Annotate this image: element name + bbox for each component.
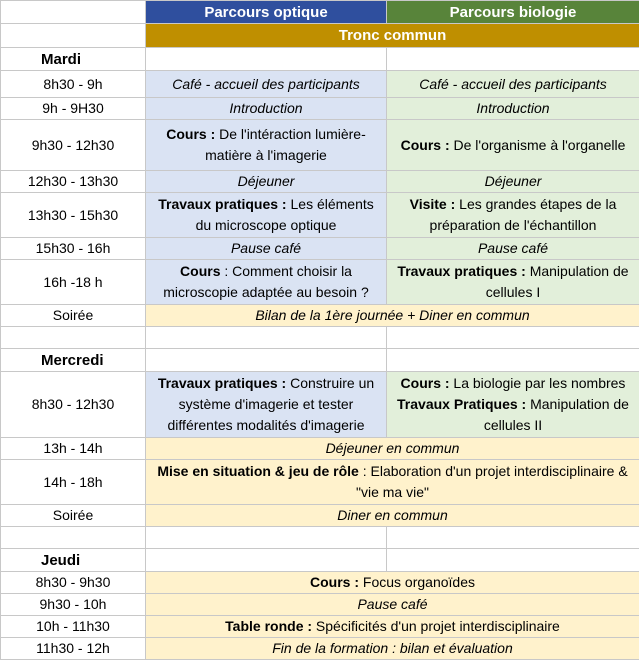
empty-cell bbox=[1, 1, 146, 24]
optique-cell: Pause café bbox=[146, 238, 387, 260]
time-cell: 11h30 - 12h bbox=[1, 638, 146, 660]
optique-cell bbox=[146, 260, 387, 305]
table-row bbox=[1, 438, 639, 460]
table-row bbox=[1, 572, 639, 594]
cell-text: : Elaboration d'un projet interdisciplinaire & "vie ma vie" bbox=[356, 463, 628, 500]
optique-cell: Introduction bbox=[146, 98, 387, 120]
cell-text: : Comment choisir la microscopie adaptée au besoin ? bbox=[163, 263, 369, 300]
bold-label: Travaux pratiques : bbox=[157, 375, 287, 391]
cell-text: De l'intéraction lumière-matière à l'imagerie bbox=[205, 126, 366, 163]
bold-label: Travaux Pratiques : bbox=[397, 396, 527, 412]
day-label-mercredi: Mercredi bbox=[1, 349, 146, 372]
cell-text: Les éléments du microscope optique bbox=[195, 196, 374, 233]
time-cell: 16h -18 h bbox=[1, 260, 146, 305]
common-cell: Diner en commun bbox=[146, 505, 639, 527]
table-row bbox=[1, 71, 639, 98]
optique-cell: Café - accueil des participants bbox=[146, 71, 387, 98]
cell-text: La biologie par les nombres bbox=[449, 375, 626, 391]
biologie-cell: Déjeuner bbox=[387, 171, 639, 193]
time-cell: Soirée bbox=[1, 305, 146, 327]
cell-text: Focus organoïdes bbox=[359, 574, 475, 590]
day-label-jeudi: Jeudi bbox=[1, 549, 146, 572]
time-cell: 9h30 - 10h bbox=[1, 594, 146, 616]
optique-cell bbox=[146, 120, 387, 171]
common-cell bbox=[146, 460, 639, 505]
biologie-cell: Café - accueil des participants bbox=[387, 71, 639, 98]
biologie-cell: Pause café bbox=[387, 238, 639, 260]
optique-cell bbox=[146, 372, 387, 438]
time-cell: 9h30 - 12h30 bbox=[1, 120, 146, 171]
table-row bbox=[1, 120, 639, 171]
table-row bbox=[1, 238, 639, 260]
header-row bbox=[1, 1, 639, 24]
spacer-row bbox=[1, 327, 639, 349]
common-cell: Bilan de la 1ère journée + Diner en commun bbox=[146, 305, 639, 327]
common-cell: Fin de la formation : bilan et évaluation bbox=[146, 638, 639, 660]
optique-cell: Déjeuner bbox=[146, 171, 387, 193]
time-cell: 9h - 9H30 bbox=[1, 98, 146, 120]
common-cell bbox=[146, 616, 639, 638]
biologie-cell bbox=[387, 193, 639, 238]
table-row bbox=[1, 505, 639, 527]
time-cell: 10h - 11h30 bbox=[1, 616, 146, 638]
bold-label: Visite : bbox=[409, 196, 456, 212]
time-cell: 13h - 14h bbox=[1, 438, 146, 460]
common-cell bbox=[146, 572, 639, 594]
time-cell: 8h30 - 9h bbox=[1, 71, 146, 98]
bold-label: Cours : bbox=[400, 375, 450, 391]
bold-label: Cours bbox=[180, 263, 221, 279]
optique-cell bbox=[146, 193, 387, 238]
header-optique: Parcours optique bbox=[146, 1, 387, 24]
time-cell: 13h30 - 15h30 bbox=[1, 193, 146, 238]
spacer-row bbox=[1, 527, 639, 549]
table-row bbox=[1, 98, 639, 120]
bold-label: Cours : bbox=[310, 574, 360, 590]
biologie-cell bbox=[387, 120, 639, 171]
common-cell: Pause café bbox=[146, 594, 639, 616]
bold-label: Travaux pratiques : bbox=[397, 263, 526, 279]
table-row bbox=[1, 616, 639, 638]
header-tronc-row bbox=[1, 24, 639, 48]
cell-text: Spécificités d'un projet interdisciplinaire bbox=[312, 618, 560, 634]
time-cell: 12h30 - 13h30 bbox=[1, 171, 146, 193]
bio-line-2 bbox=[390, 394, 636, 436]
header-tronc: Tronc commun bbox=[146, 24, 639, 48]
day-row bbox=[1, 549, 639, 572]
empty-cell bbox=[1, 24, 146, 48]
time-cell: 8h30 - 9h30 bbox=[1, 572, 146, 594]
table-row bbox=[1, 260, 639, 305]
bio-line-1 bbox=[390, 373, 636, 394]
biologie-cell bbox=[387, 260, 639, 305]
time-cell: Soirée bbox=[1, 505, 146, 527]
biologie-cell bbox=[387, 372, 639, 438]
day-row bbox=[1, 349, 639, 372]
bold-label: Table ronde : bbox=[225, 618, 313, 634]
table-row bbox=[1, 305, 639, 327]
bold-label: Mise en situation & jeu de rôle bbox=[157, 463, 359, 479]
bold-label: Travaux pratiques : bbox=[158, 196, 287, 212]
table-row bbox=[1, 638, 639, 660]
day-row bbox=[1, 48, 639, 71]
table-row bbox=[1, 171, 639, 193]
table-row bbox=[1, 460, 639, 505]
bold-label: Cours : bbox=[400, 136, 450, 153]
cell-text: De l'organisme à l'organelle bbox=[449, 136, 626, 153]
header-biologie: Parcours biologie bbox=[387, 1, 639, 24]
table-row bbox=[1, 193, 639, 238]
time-cell: 14h - 18h bbox=[1, 460, 146, 505]
bold-label: Cours : bbox=[166, 126, 216, 142]
table-row bbox=[1, 594, 639, 616]
table-row bbox=[1, 372, 639, 438]
common-cell: Déjeuner en commun bbox=[146, 438, 639, 460]
day-label-mardi: Mardi bbox=[1, 48, 146, 71]
cell-text: Construire un système d'imagerie et tester différentes modalités d'imagerie bbox=[167, 375, 375, 433]
time-cell: 15h30 - 16h bbox=[1, 238, 146, 260]
time-cell: 8h30 - 12h30 bbox=[1, 372, 146, 438]
biologie-cell: Introduction bbox=[387, 98, 639, 120]
cell-text: Les grandes étapes de la préparation de l'échantillon bbox=[429, 196, 617, 233]
cell-text: Manipulation de cellules I bbox=[485, 263, 629, 300]
cell-text: Manipulation de cellules II bbox=[483, 396, 629, 433]
